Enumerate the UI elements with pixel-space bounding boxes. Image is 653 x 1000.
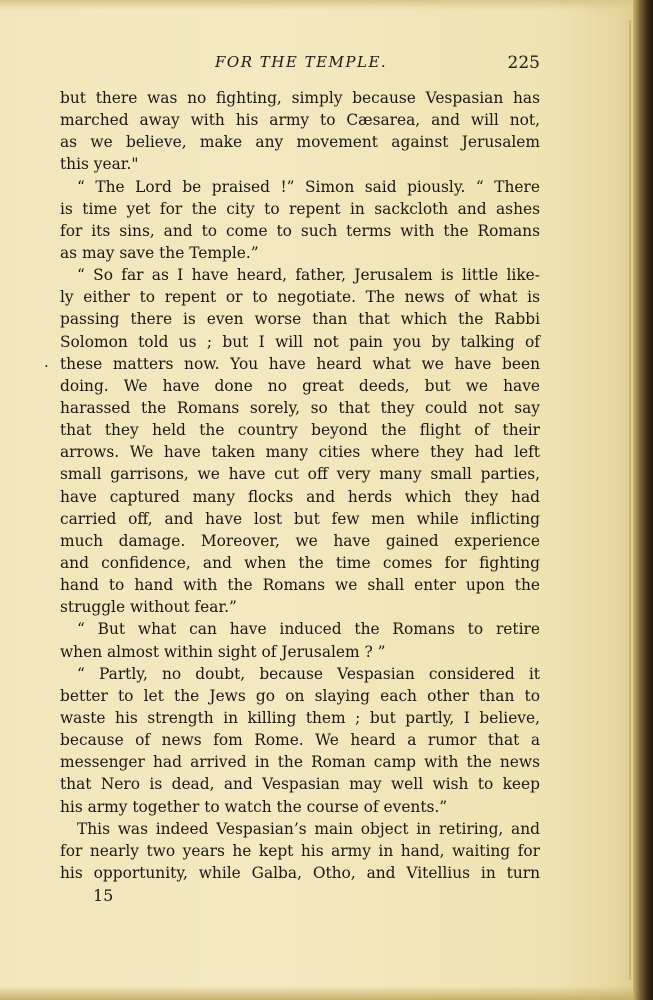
text-line: when almost within sight of Jerusalem ? ” bbox=[60, 642, 386, 661]
text-line: “ The Lord be praised !” Simon said piously. “ There bbox=[77, 177, 540, 196]
text-line: doing. We have done no great deeds, but we have bbox=[60, 376, 540, 395]
text-line: carried off, and have lost but few men while inflicting bbox=[60, 509, 540, 528]
text-line: marched away with his army to Cæsarea, and will not, bbox=[60, 111, 540, 130]
text-line: Solomon told us ; but I will not pain you by talking of bbox=[60, 332, 540, 351]
text-line: small garrisons, we have cut off very many small parties, bbox=[60, 465, 540, 484]
body-text bbox=[60, 87, 540, 884]
text-line: for its sins, and to come to such terms with the Romans bbox=[60, 221, 540, 240]
text-line: waste his strength in killing them ; but partly, I believe, bbox=[60, 708, 540, 727]
signature-mark: 15 bbox=[93, 886, 114, 905]
text-line: is time yet for the city to repent in sackcloth and ashes bbox=[60, 199, 540, 218]
text-line: “ But what can have induced the Romans to retire bbox=[77, 620, 540, 639]
text-line: these matters now. You have heard what we have been bbox=[60, 354, 540, 373]
text-line: but there was no fighting, simply because Vespasian has bbox=[60, 89, 540, 107]
book-spine bbox=[633, 0, 653, 1000]
text-line: this year." bbox=[60, 155, 139, 174]
text-line: his army together to watch the course of events.” bbox=[60, 797, 448, 816]
margin-mark: · bbox=[44, 357, 49, 375]
text-line: for nearly two years he kept his army in hand, waiting for bbox=[60, 841, 540, 860]
text-line: because of news fom Rome. We heard a rumor that a bbox=[60, 731, 540, 750]
text-line: messenger had arrived in the Roman camp with the news bbox=[60, 753, 540, 772]
text-line: struggle without fear.” bbox=[60, 598, 237, 617]
running-head bbox=[60, 53, 540, 77]
text-line: as may save the Temple.” bbox=[60, 243, 259, 262]
text-line: “ Partly, no doubt, because Vespasian considered it bbox=[77, 664, 540, 683]
text-line: that they held the country beyond the flight of their bbox=[60, 421, 540, 440]
text-line: his opportunity, while Galba, Otho, and Vitellius in turn bbox=[60, 863, 540, 882]
text-line: have captured many flocks and herds which they had bbox=[60, 487, 540, 506]
page-number: 225 bbox=[507, 53, 540, 73]
text-line: better to let the Jews go on slaying each other than to bbox=[60, 686, 540, 705]
text-line: This was indeed Vespasian’s main object in retiring, and bbox=[77, 819, 540, 838]
text-line: and confidence, and when the time comes for fighting bbox=[60, 553, 540, 572]
text-line: much damage. Moreover, we have gained experience bbox=[60, 531, 540, 550]
text-line: that Nero is dead, and Vespasian may well wish to keep bbox=[60, 775, 540, 794]
page-top-edge bbox=[0, 0, 653, 10]
running-head-title: FOR THE TEMPLE. bbox=[215, 53, 388, 71]
text-line: ly either to repent or to negotiate. The news of what is bbox=[60, 288, 540, 307]
text-line: passing there is even worse than that which the Rabbi bbox=[60, 310, 540, 329]
text-line: hand to hand with the Romans we shall enter upon the bbox=[60, 576, 540, 595]
text-line: as we believe, make any movement against Jerusalem bbox=[60, 133, 540, 152]
text-line: “ So far as I have heard, father, Jerusalem is little like- bbox=[77, 266, 540, 285]
text-line: arrows. We have taken many cities where they had left bbox=[60, 443, 540, 462]
page-gutter-line bbox=[629, 20, 631, 980]
page-bottom-edge bbox=[0, 986, 653, 1000]
text-line: harassed the Romans sorely, so that they could not say bbox=[60, 398, 540, 417]
